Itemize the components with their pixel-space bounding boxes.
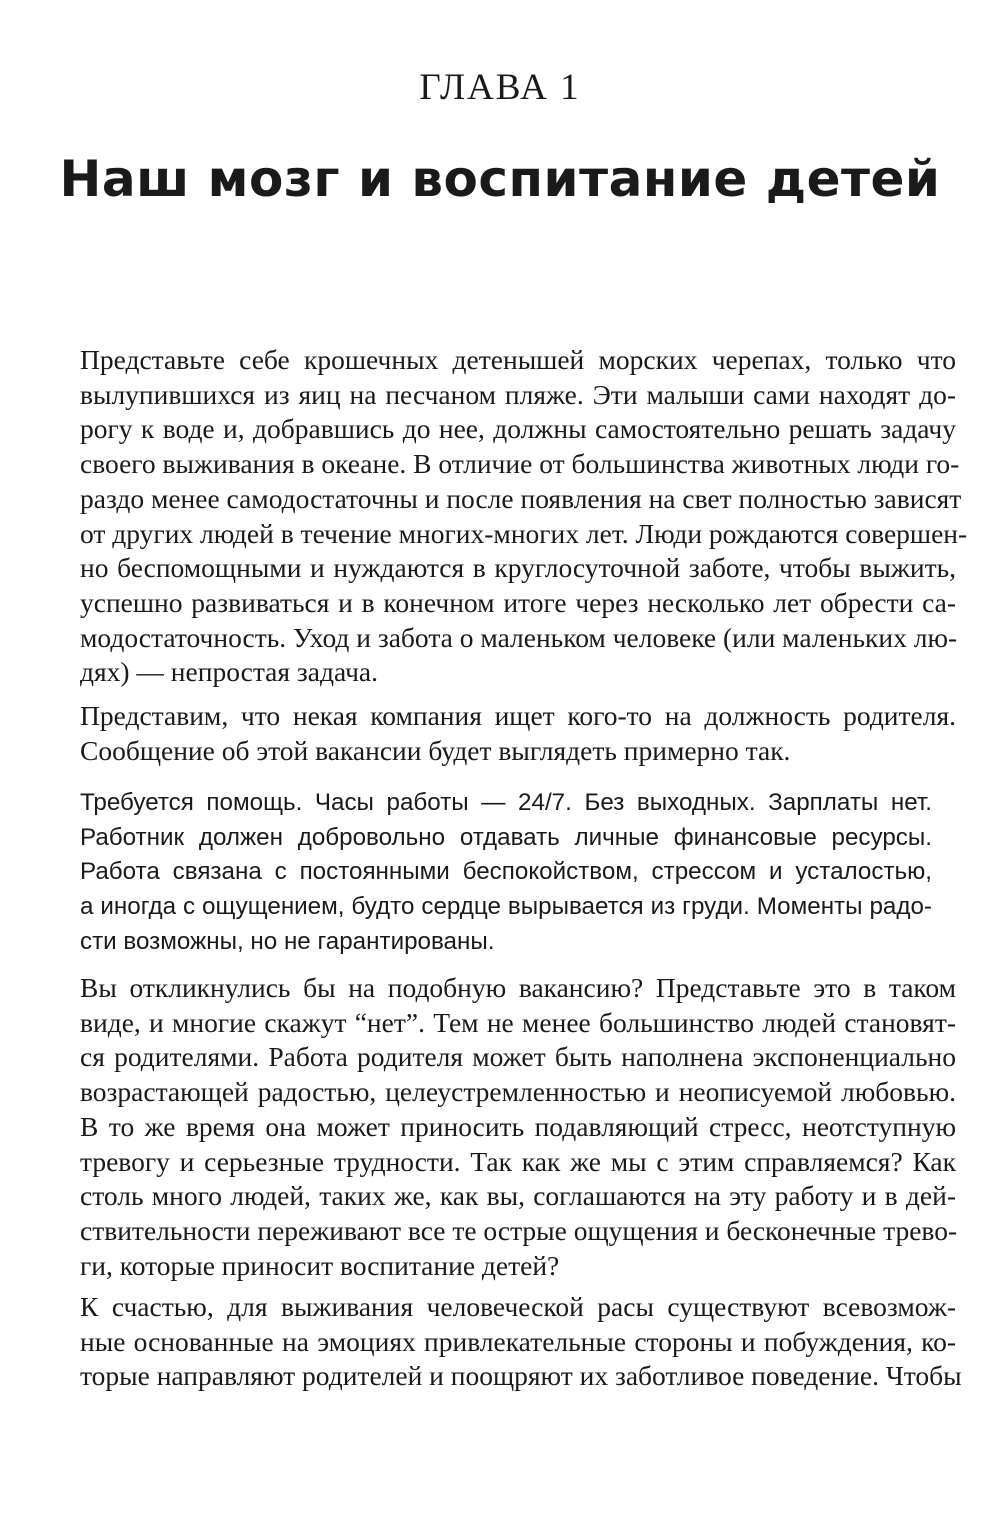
text-line: дях) — непростая задача. [80,656,378,688]
text-line: виде, и многие скажут “нет”. Тем не менее большинство людей становят- [80,1006,956,1038]
text-line: Представьте себе крошечных детенышей морских черепах, только что [80,344,956,375]
text-line: Работник должен добровольно отдавать личные финансовые ресурсы. [80,823,932,851]
text-line: В то же время она может приносить подавляющий стресс, неотступную [80,1110,956,1142]
text-line: раздо менее самодостаточны и после появления на свет полностью зависят [80,482,962,514]
text-line: Вы откликнулись бы на подобную вакансию? Представьте это в таком [80,972,956,1003]
paragraph-1 [80,343,968,690]
text-line: от других людей в течение многих-многих лет. Люди рождаются совершен- [80,517,968,549]
paragraph-4 [80,1290,962,1394]
text-line: торые направляют родителей и поощряют их заботливое поведение. Чтобы [80,1360,962,1392]
text-line: столь много людей, таких же, как вы, соглашаются на эту работу и в дей- [80,1180,956,1212]
text-line: ги, которые приносит воспитание детей? [80,1249,560,1281]
text-line: успешно развиваться и в конечном итоге через несколько лет обрести са- [80,586,956,618]
text-line: ся родителями. Работа родителя может быть наполнена экспоненциально [80,1041,956,1073]
text-line: рогу к воде и, добравшись до нее, должны самостоятельно решать задачу [80,413,956,445]
text-line: ные основанные на эмоциях привлекательные стороны и побуждения, ко- [80,1325,956,1357]
text-line: вылупившихся из яиц на песчаном пляже. Эти малыши сами находят до- [80,378,956,410]
job-ad-quote [80,786,932,960]
chapter-title: Наш мозг и воспитание детей [59,150,941,208]
paragraph-2 [80,699,956,768]
text-line: возрастающей радостью, целеустремленностью и неописуемой любовью. [80,1076,956,1108]
text-line: сти возможны, но не гарантированы. [80,927,495,955]
text-line: Работа связана с постоянными беспокойством, стрессом и усталостью, [80,858,932,886]
text-line: своего выживания в океане. В отличие от большинства животных люди го- [80,448,960,480]
text-line: тревогу и серьезные трудности. Так как же мы с этим справляемся? Как [80,1145,956,1177]
paragraph-3 [80,971,956,1283]
text-line: модостаточность. Уход и забота о маленьком человеке (или маленьких лю- [80,621,958,653]
text-line: Требуется помощь. Часы работы — 24/7. Без выходных. Зарплаты нет. [80,789,932,816]
text-line: К счастью, для выживания человеческой расы существуют всевозмож- [80,1291,956,1322]
chapter-label: ГЛАВА 1 [419,67,581,108]
text-line: Сообщение об этой вакансии будет выглядеть примерно так. [80,734,791,766]
text-line: но беспомощными и нуждаются в круглосуточной заботе, чтобы выжить, [80,552,956,584]
text-line: ствительности переживают все те острые ощущения и бесконечные трево- [80,1214,958,1246]
text-line: Представим, что некая компания ищет кого-то на должность родителя. [80,700,956,731]
text-line: а иногда с ощущением, будто сердце вырывается из груди. Моменты радо- [80,893,932,921]
